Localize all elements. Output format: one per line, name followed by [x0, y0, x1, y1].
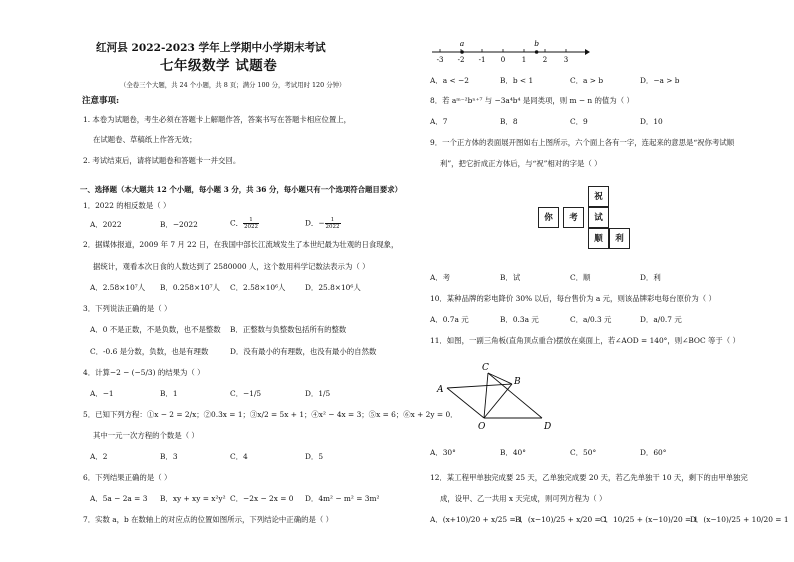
q8-stem: 8．若 aᵐ⁻²bⁿ⁺⁷ 与 −3a⁴b⁴ 是同类项，则 m − n 的值为（ ） — [430, 96, 634, 105]
q12-option-a: A．(x+10)/20 + x/25 = 1 — [430, 515, 523, 524]
number-line-tick-label: 1 — [521, 56, 527, 64]
q6-option-a: A．5a − 2a = 3 — [90, 494, 148, 503]
cube-face-ni: 你 — [538, 207, 559, 228]
number-line-tick-label: 2 — [542, 56, 548, 64]
q6-option-d: D．4m² − m² = 3m² — [305, 494, 380, 503]
q5-stem-2: 其中一元一次方程的个数是（ ） — [93, 431, 199, 440]
q10-option-c: C．a/0.3 元 — [570, 315, 612, 324]
q4-stem: 4．计算−2 − (−5/3) 的结果为（ ） — [83, 368, 205, 377]
q12-option-c: C．10/25 + (x−10)/20 = 1 — [600, 515, 699, 524]
q4-option-b: B．1 — [160, 389, 178, 398]
point-c-label: C — [482, 363, 489, 373]
q8-option-a: A．7 — [430, 117, 448, 126]
q7-option-a: A．a < −2 — [430, 76, 469, 85]
number-line-tick-label: -2 — [457, 56, 465, 64]
exam-info-note: （全卷三个大题，共 24 个小题，共 8 页；满分 100 分，考试用时 120 分钟） — [120, 81, 346, 89]
q3-option-d: D．没有最小的有理数，也没有最小的自然数 — [230, 347, 377, 356]
q10-option-b: B．0.3a 元 — [500, 315, 539, 324]
q12-stem-2: 成，设甲、乙一共用 x 天完成，则可列方程为（ ） — [440, 494, 607, 503]
q10-option-d: D．a/0.7 元 — [640, 315, 682, 324]
q3-option-c: C．-0.6 是分数，负数，也是有理数 — [90, 347, 209, 356]
q2-option-a: A．2.58×10⁷人 — [90, 283, 146, 292]
q1-option-c: C． $\frac{1}{2022}$ — [230, 217, 259, 230]
number-line-tick-label: -3 — [436, 56, 444, 64]
q2-stem-1: 2．据媒体报道，2009 年 7 月 22 日，在我国中部长江流域发生了本世纪最为壮观的日食现象， — [83, 240, 399, 249]
point-b-label: B — [514, 377, 521, 387]
q1-option-d: D．− $\frac{1}{2022}$ — [305, 217, 340, 230]
notice-line-1: 1. 本卷为试题卷，考生必须在答题卡上解题作答，答案书写在答题卡相应位置上， — [83, 115, 352, 124]
number-line-figure — [430, 38, 590, 68]
segment-a-o — [447, 388, 484, 418]
number-line-tick-label: 0 — [500, 56, 506, 64]
number-line-label-b: b — [534, 39, 540, 48]
triangle-figure — [432, 358, 562, 432]
cube-face-shun: 顺 — [588, 228, 609, 249]
segment-o-c — [484, 373, 488, 418]
q7-option-c: C．a > b — [570, 76, 604, 85]
point-d-label: D — [544, 422, 552, 432]
exam-title: 红河县 2022-2023 学年上学期中小学期末考试 — [96, 42, 326, 54]
q2-option-c: C．2.58×10⁶人 — [230, 283, 286, 292]
q8-option-b: B．8 — [500, 117, 518, 126]
section-1-heading: 一、选择题（本大题共 12 个小题，每小题 3 分，共 36 分，每小题只有一个选项符合题目要求） — [80, 185, 402, 194]
q6-stem: 6．下列结果正确的是（ ） — [83, 473, 172, 482]
q2-stem-2: 据统计，观看本次日食的人数达到了 2580000 人，这个数用科学记数法表示为（ ） — [93, 262, 370, 271]
point-o-label: O — [478, 422, 486, 432]
notice-heading: 注意事项: — [82, 96, 120, 106]
number-line-point-a — [460, 50, 464, 54]
q11-option-c: C．50° — [570, 448, 597, 457]
q5-option-a: A．2 — [90, 452, 108, 461]
q12-stem-1: 12．某工程甲单独完成要 25 天，乙单独完成要 20 天，若乙先单独干 10 天，剩下的由甲单独完 — [430, 473, 748, 482]
cube-face-zhu: 祝 — [588, 186, 609, 207]
q10-option-a: A．0.7a 元 — [430, 315, 469, 324]
q9-option-b: B．试 — [500, 273, 521, 282]
q1-option-b: B．−2022 — [160, 220, 198, 229]
notice-line-2: 在试题卷、草稿纸上作答无效； — [93, 135, 197, 144]
q7-option-b: B．b < 1 — [500, 76, 534, 85]
q11-stem: 11．如图，一副三角板(直角顶点重合)摆放在桌面上，若∠AOD = 140°，则∠BOC 等于（ ） — [430, 336, 740, 345]
segment-c-b — [488, 373, 512, 384]
q3-option-b: B．正整数与负整数包括所有的整数 — [230, 325, 347, 334]
q7-option-d: D．−a > b — [640, 76, 680, 85]
q1-option-a: A．2022 — [90, 220, 122, 229]
q4-option-a: A．−1 — [90, 389, 114, 398]
q2-option-d: D．25.8×10⁶人 — [305, 283, 361, 292]
notice-line-3: 2. 考试结束后，请将试题卷和答题卡一并交回。 — [83, 156, 241, 165]
q2-option-b: B．0.258×10⁷人 — [160, 283, 220, 292]
q9-stem-1: 9．一个正方体的表面展开图如右上图所示，六个面上各有一字，连起来的意思是“祝你考试顺 — [430, 138, 735, 147]
q12-option-d: D．(x−10)/25 + 10/20 = 1 — [690, 515, 789, 524]
q11-option-b: B．40° — [500, 448, 526, 457]
q9-option-a: A．考 — [430, 273, 451, 282]
q1-stem: 1．2022 的相反数是（ ） — [83, 201, 171, 210]
q5-option-d: D．5 — [305, 452, 324, 461]
q9-stem-2: 利”，把它折成正方体后，与“祝”相对的字是（ ） — [440, 159, 602, 168]
q3-stem: 3．下列说法正确的是（ ） — [83, 304, 172, 313]
number-line-label-a: a — [459, 39, 465, 48]
q11-option-a: A．30° — [430, 448, 456, 457]
q6-option-c: C．−2x − 2x = 0 — [230, 494, 294, 503]
q9-option-d: D．利 — [640, 273, 661, 282]
cube-face-li: 利 — [609, 228, 630, 249]
number-line-point-b — [535, 50, 539, 54]
q5-stem-1: 5．已知下列方程：①x − 2 = 2/x；②0.3x = 1；③x/2 = 5x + 1；④x² − 4x = 3；⑤x = 6；⑥x + 2y = 0． — [83, 410, 458, 419]
q9-option-c: C．顺 — [570, 273, 591, 282]
q8-option-c: C．9 — [570, 117, 588, 126]
point-a-label: A — [437, 385, 444, 395]
q5-option-b: B．3 — [160, 452, 178, 461]
q7-stem: 7．实数 a，b 在数轴上的对应点的位置如图所示，下列结论中正确的是（ ） — [83, 515, 333, 524]
cube-face-kao: 考 — [563, 207, 584, 228]
q6-option-b: B．xy + xy = x²y² — [160, 494, 226, 503]
number-line-tick-label: 3 — [563, 56, 569, 64]
q5-option-c: C．4 — [230, 452, 248, 461]
q4-option-c: C．−1/5 — [230, 389, 262, 398]
q4-option-d: D．1/5 — [305, 389, 331, 398]
segment-o-b — [484, 384, 512, 418]
number-line-arrow — [585, 49, 590, 55]
q12-option-b: B．(x−10)/25 + x/20 = 1 — [515, 515, 608, 524]
q8-option-d: D．10 — [640, 117, 663, 126]
q10-stem: 10．某种品牌的彩电降价 30% 以后，每台售价为 a 元，则该品牌彩电每台原价为（ ） — [430, 294, 716, 303]
cube-face-shi: 试 — [588, 207, 609, 228]
number-line-tick-label: -1 — [478, 56, 486, 64]
exam-subtitle: 七年级数学 试题卷 — [160, 58, 278, 74]
q3-option-a: A．0 不是正数，不是负数，也不是整数 — [90, 325, 221, 334]
q11-option-d: D．60° — [640, 448, 667, 457]
